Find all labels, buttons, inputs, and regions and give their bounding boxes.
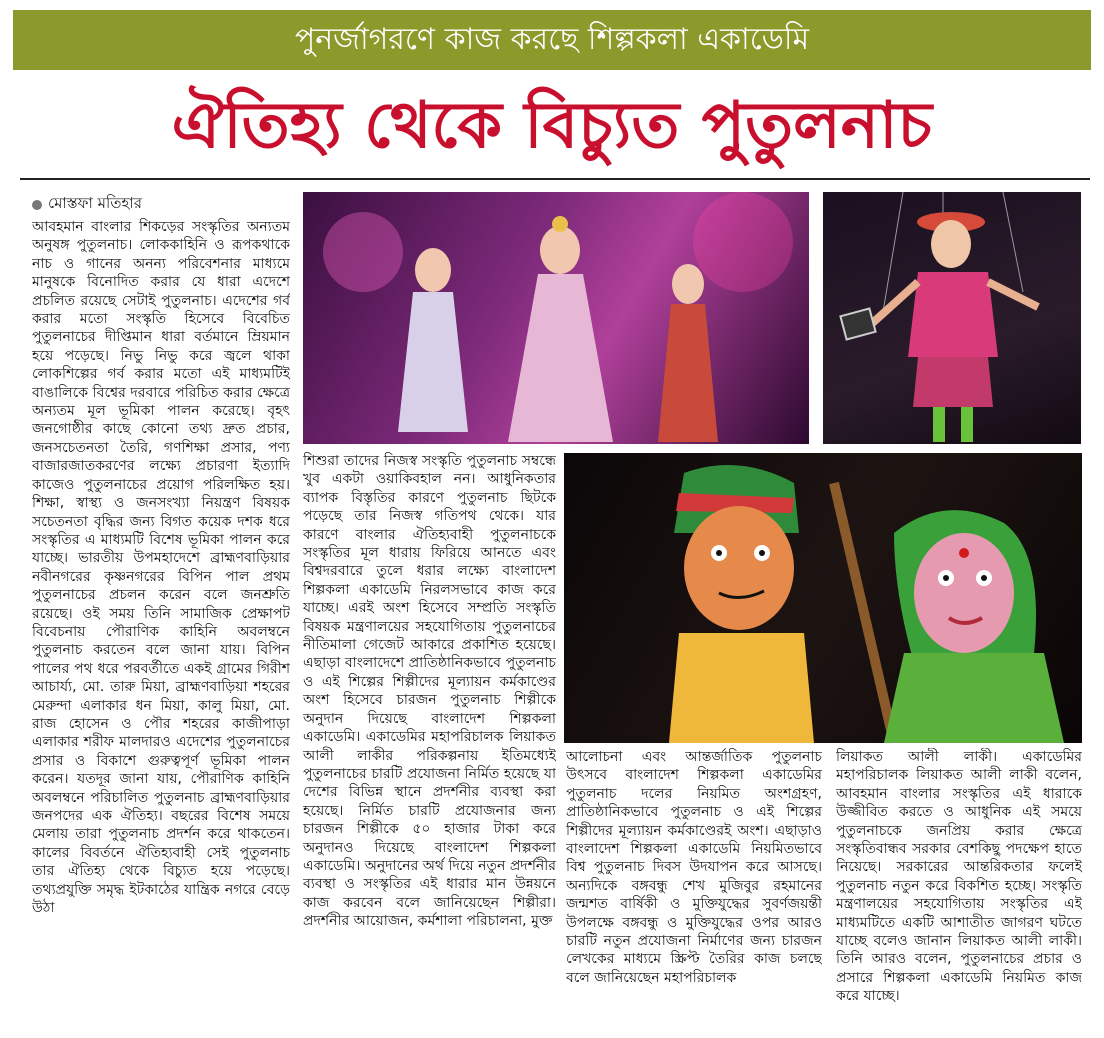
photo-puppets-couple (564, 453, 1082, 743)
headline: ঐতিহ্য থেকে বিচ্যুত পুতুলনাচ (171, 88, 933, 163)
puppet-couple-icon (564, 453, 1082, 743)
photo-puppets-dancers (303, 192, 809, 444)
author-name: মোস্তফা মতিহার (48, 194, 142, 212)
section-banner: পুনর্জাগরণে কাজ করছে শিল্পকলা একাডেমি (13, 10, 1091, 70)
bullet-icon (32, 200, 42, 210)
puppet-dancers-icon (303, 192, 809, 444)
byline (32, 192, 142, 217)
photo-puppet-single (823, 192, 1081, 444)
divider (20, 178, 1090, 180)
article-column-1: আবহমান বাংলার শিকড়ের সংস্কৃতির অন্যতম অনুষঙ্গ পুতুলনাচ। লোককাহিনি ও রূপকথাকে নাচ ও গানের অনন্য পরিবেশনার মাধ্যমে মানুষকে বিনোদিত করার যে ধারা এদেশে প্রচলিত রয়েছে সেটাই পুতুলনাচ। এদেশের গর্ব করার মতো সংস্কৃতি হিসেবে বিবেচিত পুতুলনাচের দীপ্তিমান ধারা বর্তমানে ম্রিয়মান হয়ে পড়েছে। নিভু নিভু করে জ্বলে থাকা লোকশিল্পের গর্ব করার মতো এই মাধ্যমটিই বাঙালিকে বিশ্বের দরবারে পরিচিত করার ক্ষেত্রে অন্যতম মূল ভূমিকা পালন করেছে। বৃহৎ জনগোষ্ঠীর কাছে কোনো তথ্য দ্রুত প্রচার, জনসচেতনতা তৈরি, গণশিক্ষা প্রসার, পণ্য বাজারজাতকরণের লক্ষ্যে প্রচারণা ইত্যাদি কাজেও পুতুলনাচের প্রয়োগ পরিলক্ষিত হয়। শিক্ষা, স্বাস্থ্য ও জনসংখ্যা নিয়ন্ত্রণ বিষয়ক সচেতনতা বৃদ্ধির জন্য বিগত কয়েক দশক ধরে সংস্কৃতির এ মাধ্যমটি বিশেষ ভূমিকা পালন করে যাচ্ছে। ভারতীয় উপমহাদেশে ব্রাহ্মণবাড়িয়ার নবীনগরের কৃষ্ণনগরের বিপিন পাল প্রথম পুতুলনাচের প্রচলন করেন বলে জনশ্রুতি রয়েছে। ওই সময় তিনি সামাজিক প্রেক্ষাপট বিবেচনায় পৌরাণিক কাহিনি অবলম্বনে পুতুলনাচ করতেন বলে জানা যায়। বিপিন পালের পথ ধরে পরবর্তীতে একই গ্রামের গিরীশ আচার্য্য, মো. তারু মিয়া, ব্রাহ্মণবাড়িয়া শহরের মেরুন্দা এলাকার ধন মিয়া, কালু মিয়া, মো. রাজ হোসেন ও পৌর শহরের কাজীপাড়া এলাকার শরীফ মালদারও এদেশের পুতুলনাচের প্রসার ও বিকাশে গুরুত্বপূর্ণ ভূমিকা পালন করেন। যতদূর জানা যায়, পৌরাণিক কাহিনি অবলম্বনে পরিচালিত পুতুলনাচ ব্রাহ্মণবাড়িয়ার জনপদের এক ঐতিহ্য। বছরের বিশেষ সময়ে মেলায় তারা পুতুলনাচ প্রদর্শন করে থাকতেন। কালের বিবর্তনে ঐতিহ্যবাহী সেই পুতুলনাচ তার ঐতিহ্য থেকে বিচ্যুত হয়ে পড়েছে। তথ্যপ্রযুক্তি সমৃদ্ধ ইটকাঠের যান্ত্রিক নগরে বেড়ে উঠা (32, 219, 290, 917)
article-column-4: লিয়াকত আলী লাকী। একাডেমির মহাপরিচালক লিয়াকত আলী লাকী বলেন, আবহমান বাংলার সংস্কৃতির এই ধারাকে উজ্জীবিত করতে ও আধুনিক এই সময়ে পুতুলনাচকে জনপ্রিয় করার ক্ষেত্রে সংস্কৃতিবান্ধব সরকার বেশকিছু পদক্ষেপ হাতে নিয়েছে। সরকারের আন্তরিকতার ফলেই পুতুলনাচ নতুন করে বিকশিত হচ্ছে। সংস্কৃতি মন্ত্রণালয়ের সহযোগিতায় সংস্কৃতির এই মাধ্যমটিতে একটি আশাতীত জাগরণ ঘটতে যাচ্ছে বলেও জানান লিয়াকত আলী লাকী। তিনি আরও বলেন, পুতুলনাচের প্রচার ও প্রসারে শিল্পকলা একাডেমি নিয়মিত কাজ করে যাচ্ছে। (836, 749, 1082, 1005)
article-column-2: শিশুরা তাদের নিজস্ব সংস্কৃতি পুতুলনাচ সম্বন্ধে খুব একটা ওয়াকিবহাল নন। আধুনিকতার ব্যাপক বিস্তৃতির কারণে পুতুলনাচ ছিটকে পড়েছে তার নিজস্ব গতিপথ থেকে। যার কারণে বাংলার ঐতিহ্যবাহী পুতুলনাচকে সংস্কৃতির মূল ধারায় ফিরিয়ে আনতে এবং বিশ্বদরবারে তুলে ধরার লক্ষ্যে বাংলাদেশ শিল্পকলা একাডেমি নিরলসভাবে কাজ করে যাচ্ছে। এরই অংশ হিসেবে সম্প্রতি সংস্কৃতি বিষয়ক মন্ত্রণালয়ের সহযোগিতায় পুতুলনাচের নীতিমালা গেজেট আকারে প্রকাশিত হয়েছে। এছাড়া বাংলাদেশে প্রাতিষ্ঠানিকভাবে পুতুলনাচ ও এই শিল্পের শিল্পীদের মূল্যায়ন কর্মকাণ্ডের অংশ হিসেবে চারজন পুতুলনাচ শিল্পীকে অনুদান দিয়েছে বাংলাদেশ শিল্পকলা একাডেমি। একাডেমির মহাপরিচালক লিয়াকত আলী লাকীর পরিকল্পনায় ইতিমধ্যেই পুতুলনাচের চারটি প্রযোজনা নির্মিত হয়েছে যা দেশের বিভিন্ন স্থানে প্রদর্শনীর ব্যবস্থা করা হয়েছে। নির্মিত চারটি প্রযোজনার জন্য চারজন শিল্পীকে ৫০ হাজার টাকা করে অনুদানও দিয়েছে বাংলাদেশ শিল্পকলা একাডেমি। অনুদানের অর্থ দিয়ে নতুন প্রদর্শনীর ব্যবস্থা ও সংস্কৃতির এই ধারার মান উন্নয়নে কাজ করবেন বলে জানিয়েছেন শিল্পীরা। প্রদর্শনীর আয়োজন, কর্মশালা পরিচালনা, মুক্ত (303, 453, 556, 930)
puppet-man-icon (823, 192, 1081, 444)
article-column-3: আলোচনা এবং আন্তর্জাতিক পুতুলনাচ উৎসবে বাংলাদেশ শিল্পকলা একাডেমির পুতুলনাচ দলের নিয়মিত অংশগ্রহণ, প্রাতিষ্ঠানিকভাবে পুতুলনাচ ও এই শিল্পের শিল্পীদের মূল্যায়ন কর্মকাণ্ডেরই অংশ। এছাড়াও বাংলাদেশ শিল্পকলা একাডেমি নিয়মিতভাবে বিশ্ব পুতুলনাচ দিবস উদযাপন করে আসছে। অন্যদিকে বঙ্গবন্ধু শেখ মুজিবুর রহমানের জন্মশত বার্ষিকী ও মুক্তিযুদ্ধের সুবর্ণজয়ন্তী উপলক্ষে বঙ্গবন্ধু ও মুক্তিযুদ্ধের ওপর আরও চারটি নতুন প্রযোজনা নির্মাণের জন্য চারজন লেখকের মাধ্যমে স্ক্রিপ্ট তৈরির কাজ চলছে বলে জানিয়েছেন মহাপরিচালক (566, 749, 822, 986)
